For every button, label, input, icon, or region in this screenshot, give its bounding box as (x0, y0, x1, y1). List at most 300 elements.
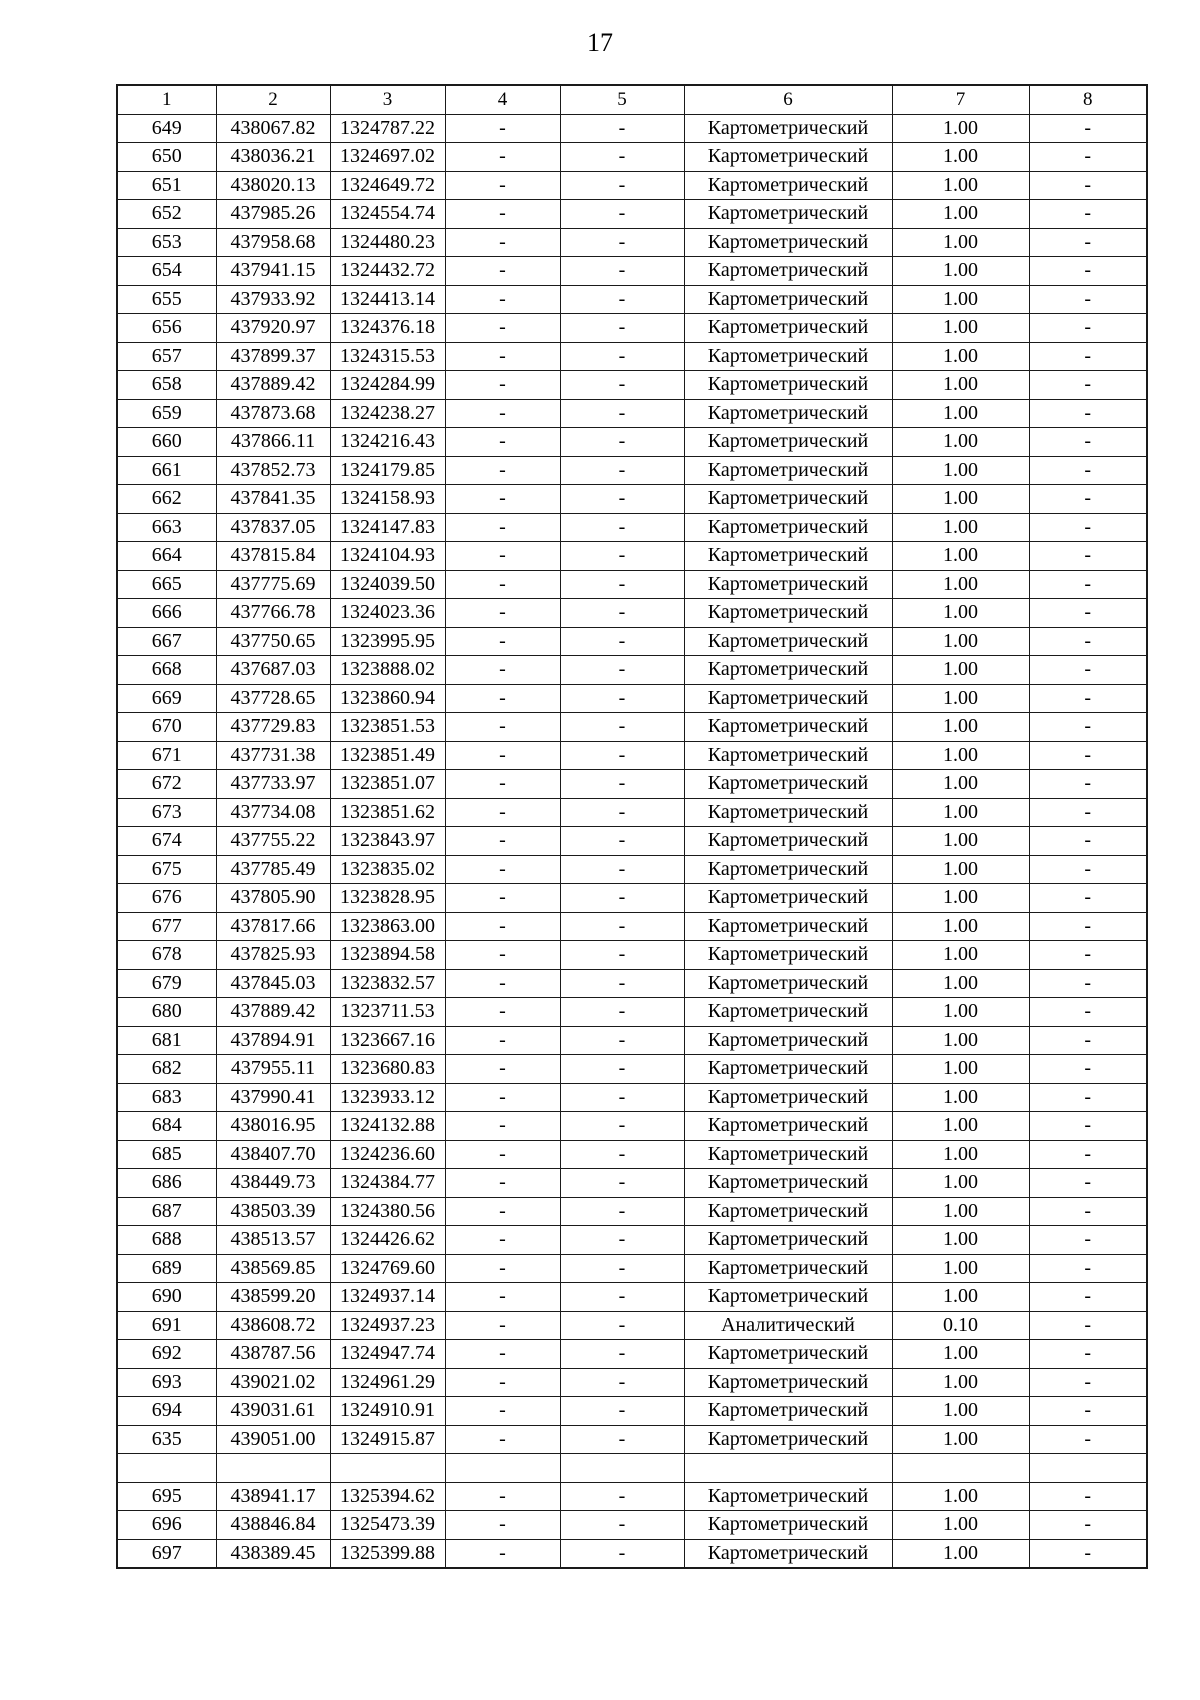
precision-cell: 1.00 (892, 1511, 1029, 1540)
column-5-cell: - (560, 1169, 684, 1198)
precision-cell: 1.00 (892, 513, 1029, 542)
table-row (117, 1425, 1147, 1454)
table-row (117, 1539, 1147, 1568)
column-5-cell: - (560, 1397, 684, 1426)
x-coordinate-cell: 438407.70 (216, 1140, 330, 1169)
x-coordinate-cell: 437899.37 (216, 342, 330, 371)
column-4-cell: - (445, 1425, 560, 1454)
column-4-cell: - (445, 884, 560, 913)
x-coordinate-cell: 437731.38 (216, 741, 330, 770)
precision-cell: 1.00 (892, 1083, 1029, 1112)
column-5-cell: - (560, 713, 684, 742)
y-coordinate-cell: 1324554.74 (330, 200, 445, 229)
column-5-cell: - (560, 1368, 684, 1397)
column-5-cell: - (560, 969, 684, 998)
x-coordinate-cell: 437941.15 (216, 257, 330, 286)
x-coordinate-cell: 438503.39 (216, 1197, 330, 1226)
x-coordinate-cell: 438599.20 (216, 1283, 330, 1312)
column-8-cell: - (1029, 1169, 1147, 1198)
table-row (117, 1482, 1147, 1511)
column-5-cell: - (560, 941, 684, 970)
column-4-cell: - (445, 627, 560, 656)
method-cell: Картометрический (684, 1112, 892, 1141)
y-coordinate-cell: 1324384.77 (330, 1169, 445, 1198)
method-cell: Картометрический (684, 1511, 892, 1540)
y-coordinate-cell: 1324023.36 (330, 599, 445, 628)
precision-cell: 1.00 (892, 1026, 1029, 1055)
method-cell: Картометрический (684, 770, 892, 799)
table-row (117, 542, 1147, 571)
table-row (117, 1311, 1147, 1340)
x-coordinate-cell: 439051.00 (216, 1425, 330, 1454)
x-coordinate-cell: 437785.49 (216, 855, 330, 884)
column-8-cell: - (1029, 485, 1147, 514)
y-coordinate-cell: 1324915.87 (330, 1425, 445, 1454)
column-header: 6 (684, 85, 892, 114)
column-4-cell: - (445, 1055, 560, 1084)
method-cell: Картометрический (684, 912, 892, 941)
column-4-cell: - (445, 1482, 560, 1511)
precision-cell: 1.00 (892, 855, 1029, 884)
method-cell: Картометрический (684, 969, 892, 998)
table-row (117, 285, 1147, 314)
column-8-cell: - (1029, 513, 1147, 542)
precision-cell: 1.00 (892, 228, 1029, 257)
column-8-cell: - (1029, 912, 1147, 941)
column-8-cell: - (1029, 855, 1147, 884)
column-8-cell: - (1029, 285, 1147, 314)
precision-cell: 1.00 (892, 1340, 1029, 1369)
y-coordinate-cell: 1324937.23 (330, 1311, 445, 1340)
column-8-cell: - (1029, 371, 1147, 400)
x-coordinate-cell: 437817.66 (216, 912, 330, 941)
y-coordinate-cell: 1323843.97 (330, 827, 445, 856)
column-4-cell: - (445, 1140, 560, 1169)
point-number-cell: 688 (117, 1226, 216, 1255)
column-4-cell: - (445, 399, 560, 428)
x-coordinate-cell: 438020.13 (216, 171, 330, 200)
table-row (117, 200, 1147, 229)
x-coordinate-cell: 437894.91 (216, 1026, 330, 1055)
column-8-cell: - (1029, 656, 1147, 685)
y-coordinate-cell: 1324380.56 (330, 1197, 445, 1226)
x-coordinate-cell: 437845.03 (216, 969, 330, 998)
column-5-cell: - (560, 428, 684, 457)
y-coordinate-cell: 1324104.93 (330, 542, 445, 571)
table-header-row (117, 85, 1147, 114)
point-number-cell: 682 (117, 1055, 216, 1084)
method-cell: Картометрический (684, 399, 892, 428)
table-row (117, 969, 1147, 998)
point-number-cell: 666 (117, 599, 216, 628)
column-8-cell: - (1029, 399, 1147, 428)
y-coordinate-cell: 1324937.14 (330, 1283, 445, 1312)
method-cell: Картометрический (684, 1083, 892, 1112)
column-4-cell: - (445, 371, 560, 400)
column-5-cell: - (560, 656, 684, 685)
method-cell: Картометрический (684, 570, 892, 599)
column-8-cell: - (1029, 941, 1147, 970)
column-5-cell: - (560, 770, 684, 799)
precision-cell: 1.00 (892, 428, 1029, 457)
column-8-cell: - (1029, 114, 1147, 143)
table-row (117, 1454, 1147, 1483)
column-4-cell: - (445, 969, 560, 998)
column-4-cell: - (445, 143, 560, 172)
y-coordinate-cell: 1323863.00 (330, 912, 445, 941)
column-5-cell: - (560, 827, 684, 856)
method-cell: Картометрический (684, 1539, 892, 1568)
y-coordinate-cell: 1324179.85 (330, 456, 445, 485)
method-cell: Картометрический (684, 428, 892, 457)
x-coordinate-cell: 438941.17 (216, 1482, 330, 1511)
point-number-cell: 696 (117, 1511, 216, 1540)
precision-cell: 1.00 (892, 399, 1029, 428)
precision-cell (892, 1454, 1029, 1483)
x-coordinate-cell: 437955.11 (216, 1055, 330, 1084)
precision-cell: 0.10 (892, 1311, 1029, 1340)
column-8-cell: - (1029, 1055, 1147, 1084)
table-row (117, 513, 1147, 542)
column-5-cell: - (560, 1340, 684, 1369)
y-coordinate-cell: 1324376.18 (330, 314, 445, 343)
precision-cell: 1.00 (892, 285, 1029, 314)
column-4-cell: - (445, 998, 560, 1027)
column-header: 7 (892, 85, 1029, 114)
y-coordinate-cell: 1324769.60 (330, 1254, 445, 1283)
method-cell: Картометрический (684, 827, 892, 856)
column-header: 2 (216, 85, 330, 114)
y-coordinate-cell: 1324216.43 (330, 428, 445, 457)
point-number-cell (117, 1454, 216, 1483)
precision-cell: 1.00 (892, 371, 1029, 400)
column-5-cell: - (560, 1311, 684, 1340)
point-number-cell: 658 (117, 371, 216, 400)
column-4-cell: - (445, 798, 560, 827)
table-row (117, 1511, 1147, 1540)
table-row (117, 143, 1147, 172)
y-coordinate-cell: 1324961.29 (330, 1368, 445, 1397)
table-row (117, 1340, 1147, 1369)
column-5-cell: - (560, 1539, 684, 1568)
table-row (117, 342, 1147, 371)
column-5-cell: - (560, 798, 684, 827)
column-4-cell: - (445, 1254, 560, 1283)
point-number-cell: 663 (117, 513, 216, 542)
column-4-cell: - (445, 941, 560, 970)
method-cell: Картометрический (684, 798, 892, 827)
column-4-cell: - (445, 570, 560, 599)
y-coordinate-cell: 1323933.12 (330, 1083, 445, 1112)
column-5-cell: - (560, 257, 684, 286)
precision-cell: 1.00 (892, 713, 1029, 742)
method-cell: Картометрический (684, 143, 892, 172)
column-8-cell: - (1029, 342, 1147, 371)
y-coordinate-cell: 1324236.60 (330, 1140, 445, 1169)
precision-cell: 1.00 (892, 1055, 1029, 1084)
x-coordinate-cell: 437775.69 (216, 570, 330, 599)
column-5-cell: - (560, 342, 684, 371)
table-row (117, 1083, 1147, 1112)
page-number: 17 (587, 28, 613, 57)
point-number-cell: 677 (117, 912, 216, 941)
column-5-cell: - (560, 399, 684, 428)
column-4-cell: - (445, 855, 560, 884)
method-cell: Картометрический (684, 1055, 892, 1084)
method-cell: Картометрический (684, 1169, 892, 1198)
table-row (117, 399, 1147, 428)
point-number-cell: 671 (117, 741, 216, 770)
table-row (117, 1140, 1147, 1169)
method-cell: Картометрический (684, 1226, 892, 1255)
column-8-cell: - (1029, 542, 1147, 571)
column-8-cell: - (1029, 827, 1147, 856)
column-8-cell: - (1029, 1482, 1147, 1511)
x-coordinate-cell: 437755.22 (216, 827, 330, 856)
column-8-cell: - (1029, 171, 1147, 200)
point-number-cell: 689 (117, 1254, 216, 1283)
column-4-cell: - (445, 513, 560, 542)
column-header: 8 (1029, 85, 1147, 114)
table-row (117, 941, 1147, 970)
column-4-cell: - (445, 257, 560, 286)
column-8-cell: - (1029, 257, 1147, 286)
y-coordinate-cell: 1323851.62 (330, 798, 445, 827)
method-cell: Картометрический (684, 998, 892, 1027)
column-5-cell: - (560, 314, 684, 343)
precision-cell: 1.00 (892, 798, 1029, 827)
table-row (117, 1169, 1147, 1198)
x-coordinate-cell (216, 1454, 330, 1483)
method-cell: Картометрический (684, 1140, 892, 1169)
table-row (117, 1283, 1147, 1312)
precision-cell: 1.00 (892, 1482, 1029, 1511)
method-cell: Картометрический (684, 285, 892, 314)
point-number-cell: 679 (117, 969, 216, 998)
point-number-cell: 673 (117, 798, 216, 827)
column-4-cell (445, 1454, 560, 1483)
precision-cell: 1.00 (892, 627, 1029, 656)
column-5-cell: - (560, 1425, 684, 1454)
table-row (117, 627, 1147, 656)
column-4-cell: - (445, 485, 560, 514)
column-4-cell: - (445, 1226, 560, 1255)
column-header: 5 (560, 85, 684, 114)
column-4-cell: - (445, 599, 560, 628)
precision-cell: 1.00 (892, 827, 1029, 856)
column-4-cell: - (445, 912, 560, 941)
point-number-cell: 650 (117, 143, 216, 172)
y-coordinate-cell: 1323828.95 (330, 884, 445, 913)
y-coordinate-cell: 1323860.94 (330, 684, 445, 713)
column-5-cell: - (560, 200, 684, 229)
point-number-cell: 655 (117, 285, 216, 314)
y-coordinate-cell: 1323894.58 (330, 941, 445, 970)
point-number-cell: 654 (117, 257, 216, 286)
point-number-cell: 691 (117, 1311, 216, 1340)
precision-cell: 1.00 (892, 485, 1029, 514)
point-number-cell: 692 (117, 1340, 216, 1369)
y-coordinate-cell: 1325473.39 (330, 1511, 445, 1540)
column-5-cell: - (560, 171, 684, 200)
precision-cell: 1.00 (892, 1425, 1029, 1454)
table-row (117, 1197, 1147, 1226)
point-number-cell: 652 (117, 200, 216, 229)
precision-cell: 1.00 (892, 1226, 1029, 1255)
column-8-cell: - (1029, 798, 1147, 827)
column-5-cell: - (560, 570, 684, 599)
column-header: 1 (117, 85, 216, 114)
point-number-cell: 687 (117, 1197, 216, 1226)
point-number-cell: 669 (117, 684, 216, 713)
precision-cell: 1.00 (892, 456, 1029, 485)
precision-cell: 1.00 (892, 1283, 1029, 1312)
table-row (117, 713, 1147, 742)
table-row (117, 998, 1147, 1027)
y-coordinate-cell: 1323711.53 (330, 998, 445, 1027)
point-number-cell: 695 (117, 1482, 216, 1511)
column-5-cell: - (560, 912, 684, 941)
x-coordinate-cell: 438016.95 (216, 1112, 330, 1141)
table-row (117, 485, 1147, 514)
column-5-cell: - (560, 143, 684, 172)
y-coordinate-cell: 1323851.49 (330, 741, 445, 770)
precision-cell: 1.00 (892, 1368, 1029, 1397)
column-8-cell: - (1029, 599, 1147, 628)
column-8-cell: - (1029, 1254, 1147, 1283)
table-row (117, 684, 1147, 713)
method-cell: Картометрический (684, 1482, 892, 1511)
precision-cell: 1.00 (892, 171, 1029, 200)
column-4-cell: - (445, 428, 560, 457)
column-5-cell: - (560, 456, 684, 485)
column-8-cell: - (1029, 627, 1147, 656)
precision-cell: 1.00 (892, 912, 1029, 941)
y-coordinate-cell: 1324910.91 (330, 1397, 445, 1426)
column-header: 3 (330, 85, 445, 114)
column-5-cell: - (560, 599, 684, 628)
column-4-cell: - (445, 1340, 560, 1369)
column-5-cell: - (560, 684, 684, 713)
x-coordinate-cell: 437825.93 (216, 941, 330, 970)
table-row (117, 570, 1147, 599)
table-row (117, 770, 1147, 799)
column-8-cell: - (1029, 1539, 1147, 1568)
precision-cell: 1.00 (892, 1140, 1029, 1169)
column-4-cell: - (445, 342, 560, 371)
x-coordinate-cell: 438569.85 (216, 1254, 330, 1283)
column-5-cell: - (560, 228, 684, 257)
y-coordinate-cell: 1323680.83 (330, 1055, 445, 1084)
y-coordinate-cell: 1325394.62 (330, 1482, 445, 1511)
method-cell: Картометрический (684, 1425, 892, 1454)
point-number-cell: 684 (117, 1112, 216, 1141)
point-number-cell: 685 (117, 1140, 216, 1169)
column-8-cell: - (1029, 1140, 1147, 1169)
method-cell: Картометрический (684, 1283, 892, 1312)
x-coordinate-cell: 437990.41 (216, 1083, 330, 1112)
method-cell: Картометрический (684, 314, 892, 343)
point-number-cell: 697 (117, 1539, 216, 1568)
x-coordinate-cell: 437958.68 (216, 228, 330, 257)
point-number-cell: 659 (117, 399, 216, 428)
column-8-cell: - (1029, 1112, 1147, 1141)
column-8-cell: - (1029, 228, 1147, 257)
method-cell: Картометрический (684, 1254, 892, 1283)
y-coordinate-cell: 1323851.53 (330, 713, 445, 742)
column-4-cell: - (445, 114, 560, 143)
table-row (117, 827, 1147, 856)
y-coordinate-cell: 1323835.02 (330, 855, 445, 884)
table-row (117, 884, 1147, 913)
y-coordinate-cell: 1323851.07 (330, 770, 445, 799)
point-number-cell: 656 (117, 314, 216, 343)
precision-cell: 1.00 (892, 570, 1029, 599)
x-coordinate-cell: 437852.73 (216, 456, 330, 485)
precision-cell: 1.00 (892, 884, 1029, 913)
point-number-cell: 672 (117, 770, 216, 799)
method-cell: Картометрический (684, 599, 892, 628)
table-row (117, 1368, 1147, 1397)
coordinates-table (116, 84, 1148, 1569)
precision-cell: 1.00 (892, 969, 1029, 998)
column-8-cell: - (1029, 314, 1147, 343)
column-8-cell: - (1029, 998, 1147, 1027)
method-cell: Картометрический (684, 228, 892, 257)
column-8-cell: - (1029, 1026, 1147, 1055)
x-coordinate-cell: 437729.83 (216, 713, 330, 742)
column-5-cell: - (560, 884, 684, 913)
precision-cell: 1.00 (892, 1197, 1029, 1226)
column-4-cell: - (445, 456, 560, 485)
point-number-cell: 662 (117, 485, 216, 514)
method-cell: Картометрический (684, 371, 892, 400)
table-row (117, 741, 1147, 770)
y-coordinate-cell: 1324147.83 (330, 513, 445, 542)
column-4-cell: - (445, 542, 560, 571)
table-body (117, 114, 1147, 1568)
point-number-cell: 690 (117, 1283, 216, 1312)
precision-cell: 1.00 (892, 1254, 1029, 1283)
column-8-cell: - (1029, 1368, 1147, 1397)
point-number-cell: 683 (117, 1083, 216, 1112)
column-5-cell: - (560, 114, 684, 143)
column-5-cell: - (560, 1112, 684, 1141)
y-coordinate-cell: 1324132.88 (330, 1112, 445, 1141)
precision-cell: 1.00 (892, 684, 1029, 713)
column-4-cell: - (445, 1511, 560, 1540)
table-row (117, 798, 1147, 827)
column-8-cell: - (1029, 1397, 1147, 1426)
method-cell: Картометрический (684, 855, 892, 884)
x-coordinate-cell: 438389.45 (216, 1539, 330, 1568)
x-coordinate-cell: 437837.05 (216, 513, 330, 542)
y-coordinate-cell: 1323995.95 (330, 627, 445, 656)
precision-cell: 1.00 (892, 656, 1029, 685)
x-coordinate-cell: 438036.21 (216, 143, 330, 172)
column-5-cell (560, 1454, 684, 1483)
table-row (117, 1254, 1147, 1283)
column-8-cell: - (1029, 741, 1147, 770)
column-5-cell: - (560, 855, 684, 884)
column-4-cell: - (445, 1026, 560, 1055)
point-number-cell: 653 (117, 228, 216, 257)
table-row (117, 371, 1147, 400)
column-8-cell: - (1029, 200, 1147, 229)
column-5-cell: - (560, 485, 684, 514)
x-coordinate-cell: 437815.84 (216, 542, 330, 571)
column-8-cell: - (1029, 684, 1147, 713)
